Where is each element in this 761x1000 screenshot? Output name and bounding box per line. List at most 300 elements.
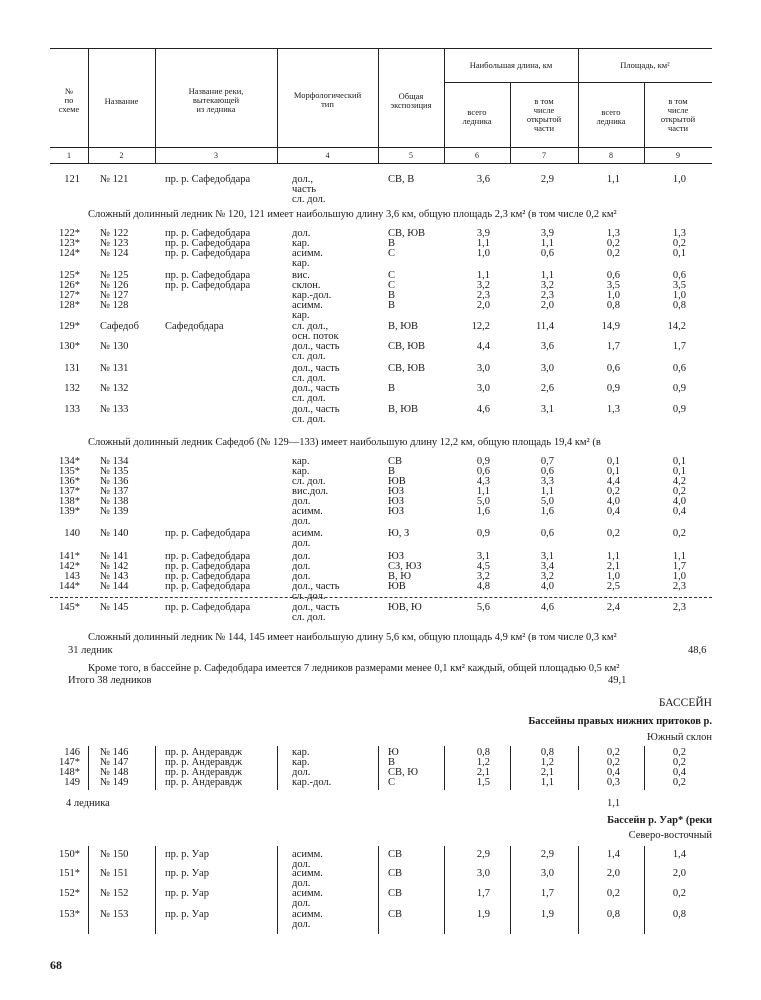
cell-l: 1,1 [476, 238, 490, 249]
cell-a: 4,4 [606, 476, 620, 487]
cell-no: 152* [59, 888, 80, 899]
cell-lo: 3,9 [540, 228, 554, 239]
cell-no: 131 [64, 363, 80, 374]
cell-l: 0,9 [476, 528, 490, 539]
cell-exp: СВ [388, 888, 403, 899]
subtotal-area: 1,1 [607, 798, 621, 809]
cell-no: 129* [59, 321, 80, 332]
cell-name: № 152 [100, 888, 129, 899]
cell-ao: 0,9 [672, 383, 686, 394]
col-divider [277, 746, 278, 790]
cell-no: 151* [59, 868, 80, 879]
cell-lo: 1,6 [540, 506, 554, 517]
cell-exp: ЮВ [388, 476, 406, 487]
cell-l: 3,2 [476, 571, 490, 582]
cell-ao: 1,0 [672, 571, 686, 582]
col-number: 4 [325, 151, 330, 160]
cell-name: № 128 [100, 300, 129, 311]
cell-a: 2,5 [606, 581, 620, 592]
cell-no: 128* [59, 300, 80, 311]
cell-type: сл. дол., осн. поток [292, 321, 339, 342]
cell-l: 1,1 [476, 486, 490, 497]
cell-l: 1,0 [476, 248, 490, 259]
cell-name: № 123 [100, 238, 129, 249]
cell-name: № 148 [100, 767, 129, 778]
cell-lo: 3,2 [540, 571, 554, 582]
cell-l: 2,1 [476, 767, 490, 778]
cell-l: 1,5 [476, 777, 490, 788]
cell-lo: 0,6 [540, 248, 554, 259]
cell-ao: 0,2 [672, 888, 686, 899]
cell-river: пр. р. Сафедобдара [165, 581, 251, 592]
cell-a: 0,2 [606, 528, 620, 539]
cell-no: 140 [64, 528, 80, 539]
cell-no: 142* [59, 561, 80, 572]
basin-heading: БАССЕЙН [658, 697, 712, 709]
cell-type: вис. [292, 270, 310, 281]
cell-l: 3,2 [476, 280, 490, 291]
cell-a: 0,4 [606, 767, 620, 778]
cell-l: 4,8 [476, 581, 490, 592]
cell-no: 121 [64, 174, 80, 185]
cell-type: кар. [292, 238, 310, 249]
cell-ao: 2,3 [672, 602, 686, 613]
cell-ao: 2,0 [672, 868, 686, 879]
cell-a: 0,3 [606, 777, 620, 788]
cell-type: дол. [292, 767, 311, 778]
cell-l: 4,6 [476, 404, 490, 415]
cell-exp: Ю, З [388, 528, 410, 539]
cell-river: пр. р. Андеравдж [165, 747, 243, 758]
cell-a: 1,4 [606, 849, 620, 860]
cell-river: пр. р. Сафедобдара [165, 228, 251, 239]
cell-name: № 135 [100, 466, 129, 477]
cell-name: № 125 [100, 270, 129, 281]
cell-ao: 0,4 [672, 767, 686, 778]
total-count: Итого 38 ледников [68, 675, 152, 686]
col-divider [444, 846, 445, 934]
cell-ao: 0,1 [672, 466, 686, 477]
cell-ao: 3,5 [672, 280, 686, 291]
cell-no: 126* [59, 280, 80, 291]
cell-l: 0,6 [476, 466, 490, 477]
cell-ao: 0,2 [672, 528, 686, 539]
cell-name: № 126 [100, 280, 129, 291]
cell-lo: 5,0 [540, 496, 554, 507]
header-col1: № по схеме [58, 86, 80, 114]
cell-no: 139* [59, 506, 80, 517]
subtotal-count: 31 ледник [68, 645, 113, 656]
cell-type: дол. [292, 561, 311, 572]
cell-a: 0,4 [606, 506, 620, 517]
note-complex-glacier-144: Сложный долинный ледник № 144, 145 имеет наибольшую длину 5,6 км, общую площадь 4,9 км² (в том числе 0,3 км² [88, 632, 617, 643]
cell-l: 4,5 [476, 561, 490, 572]
col-number: 9 [676, 151, 680, 160]
cell-a: 2,0 [606, 868, 620, 879]
subtotal-count: 4 ледника [66, 798, 110, 809]
slope-heading: Южный склон [647, 732, 712, 743]
cell-ao: 1,7 [672, 341, 686, 352]
cell-ao: 4,2 [672, 476, 686, 487]
cell-river: пр. р. Сафедобдара [165, 528, 251, 539]
cell-exp: ЮЗ [388, 551, 405, 562]
cell-no: 135* [59, 466, 80, 477]
cell-a: 1,7 [606, 341, 620, 352]
cell-no: 149 [64, 777, 80, 788]
cell-river: пр. р. Сафедобдара [165, 280, 251, 291]
cell-exp: ЮВ [388, 581, 406, 592]
cell-a: 14,9 [601, 321, 620, 332]
cell-lo: 2,6 [540, 383, 554, 394]
cell-river: пр. р. Уар [165, 868, 209, 879]
slope-heading: Северо-восточный [628, 830, 712, 841]
basin-subheading: Бассейны правых нижних притоков р. [528, 716, 712, 727]
cell-exp: СВ, В [388, 174, 415, 185]
col-number: 6 [475, 151, 479, 160]
cell-type: асимм. дол. [292, 909, 323, 930]
cell-river: Сафедобдара [165, 321, 224, 332]
cell-l: 5,6 [476, 602, 490, 613]
cell-name: № 140 [100, 528, 129, 539]
cell-a: 0,2 [606, 248, 620, 259]
header-col6: всего ледника [462, 107, 492, 126]
cell-no: 134* [59, 456, 80, 467]
cell-l: 1,2 [476, 757, 490, 768]
cell-name: № 122 [100, 228, 129, 239]
cell-type: дол., часть сл. дол. [292, 581, 340, 602]
col-number: 1 [67, 151, 71, 160]
col-divider [378, 846, 379, 934]
col-number: 8 [609, 151, 613, 160]
cell-name: № 142 [100, 561, 129, 572]
col-divider [444, 746, 445, 790]
cell-ao: 0,8 [672, 909, 686, 920]
cell-ao: 1,4 [672, 849, 686, 860]
cell-l: 1,9 [476, 909, 490, 920]
header-length-group: Наибольшая длина, км [469, 60, 553, 70]
cell-exp: В [388, 238, 396, 249]
cell-a: 0,8 [606, 909, 620, 920]
cell-a: 0,8 [606, 300, 620, 311]
header-area-group: Площадь, км² [620, 60, 670, 70]
cell-l: 1,6 [476, 506, 490, 517]
col-divider [644, 746, 645, 790]
cell-type: асимм. дол. [292, 868, 323, 889]
cell-l: 0,8 [476, 747, 490, 758]
cell-name: № 127 [100, 290, 129, 301]
cell-river: пр. р. Андеравдж [165, 757, 243, 768]
cell-ao: 0,6 [672, 363, 686, 374]
cell-a: 0,2 [606, 238, 620, 249]
cell-river: пр. р. Уар [165, 849, 209, 860]
cell-name: № 136 [100, 476, 129, 487]
cell-ao: 2,3 [672, 581, 686, 592]
cell-a: 0,2 [606, 747, 620, 758]
col-divider [578, 746, 579, 790]
col-number: 7 [542, 151, 546, 160]
col-number: 5 [409, 151, 413, 160]
cell-exp: СВ [388, 849, 403, 860]
cell-name: № 150 [100, 849, 129, 860]
cell-name: № 139 [100, 506, 129, 517]
cell-no: 150* [59, 849, 80, 860]
header-col3: Название реки, вытекающей из ледника [188, 86, 244, 114]
cell-exp: С [388, 270, 396, 281]
cell-a: 0,2 [606, 757, 620, 768]
cell-name: № 149 [100, 777, 129, 788]
page-number: 68 [50, 958, 62, 972]
cell-a: 1,1 [606, 174, 620, 185]
cell-river: пр. р. Сафедобдара [165, 270, 251, 281]
cell-type: кар. [292, 466, 310, 477]
cell-exp: В [388, 383, 396, 394]
cell-no: 136* [59, 476, 80, 487]
cell-exp: В [388, 466, 396, 477]
cell-type: вис.дол. [292, 486, 329, 497]
cell-name: № 144 [100, 581, 129, 592]
cell-type: дол., часть сл. дол. [292, 383, 340, 404]
cell-l: 4,4 [476, 341, 490, 352]
cell-name: № 147 [100, 757, 129, 768]
cell-ao: 0,2 [672, 238, 686, 249]
cell-no: 148* [59, 767, 80, 778]
cell-no: 144* [59, 581, 80, 592]
col-divider [510, 746, 511, 790]
col-divider [378, 746, 379, 790]
cell-type: кар. [292, 747, 310, 758]
cell-river: пр. р. Сафедобдара [165, 602, 251, 613]
cell-lo: 4,0 [540, 581, 554, 592]
cell-ao: 0,9 [672, 404, 686, 415]
cell-l: 2,9 [476, 849, 490, 860]
cell-exp: ЮЗ [388, 496, 405, 507]
cell-l: 5,0 [476, 496, 490, 507]
cell-type: дол. [292, 571, 311, 582]
col-divider [644, 846, 645, 934]
cell-exp: СВ [388, 868, 403, 879]
header-col4: Морфологический тип [293, 90, 362, 109]
cell-ao: 0,6 [672, 270, 686, 281]
cell-type: кар. [292, 456, 310, 467]
cell-lo: 2,9 [540, 174, 554, 185]
col-divider [277, 846, 278, 934]
cell-name: № 145 [100, 602, 129, 613]
cell-exp: СВ [388, 909, 403, 920]
cell-name: № 151 [100, 868, 129, 879]
cell-type: дол., часть сл. дол. [292, 602, 340, 623]
cell-a: 0,2 [606, 888, 620, 899]
cell-type: асимм. кар. [292, 300, 323, 321]
cell-type: кар.-дол. [292, 290, 332, 301]
cell-no: 123* [59, 238, 80, 249]
cell-no: 133 [64, 404, 80, 415]
cell-name: № 121 [100, 174, 129, 185]
cell-l: 0,9 [476, 456, 490, 467]
cell-type: кар.-дол. [292, 777, 332, 788]
cell-lo: 3,4 [540, 561, 554, 572]
cell-river: пр. р. Сафедобдара [165, 561, 251, 572]
cell-river: пр. р. Сафедобдара [165, 248, 251, 259]
cell-type: дол. [292, 496, 311, 507]
cell-lo: 1,1 [540, 777, 554, 788]
cell-l: 12,2 [471, 321, 490, 332]
cell-exp: ЮЗ [388, 506, 405, 517]
cell-ao: 14,2 [667, 321, 686, 332]
cell-no: 124* [59, 248, 80, 259]
cell-a: 1,0 [606, 290, 620, 301]
cell-lo: 1,2 [540, 757, 554, 768]
cell-l: 3,1 [476, 551, 490, 562]
cell-l: 1,7 [476, 888, 490, 899]
header-bottom-rule [50, 147, 712, 148]
cell-exp: Ю [388, 747, 399, 758]
cell-ao: 1,0 [672, 290, 686, 301]
cell-name: № 146 [100, 747, 129, 758]
cell-type: дол. [292, 228, 311, 239]
cell-lo: 1,1 [540, 486, 554, 497]
cell-ao: 1,3 [672, 228, 686, 239]
cell-lo: 2,1 [540, 767, 554, 778]
cell-lo: 0,6 [540, 466, 554, 477]
cell-a: 0,6 [606, 270, 620, 281]
col-divider [578, 846, 579, 934]
cell-a: 2,1 [606, 561, 620, 572]
cell-ao: 0,4 [672, 506, 686, 517]
cell-exp: В [388, 757, 396, 768]
cell-exp: С [388, 777, 396, 788]
cell-no: 138* [59, 496, 80, 507]
cell-lo: 2,3 [540, 290, 554, 301]
cell-type: кар. [292, 757, 310, 768]
cell-no: 153* [59, 909, 80, 920]
cell-a: 4,0 [606, 496, 620, 507]
cell-a: 1,1 [606, 551, 620, 562]
cell-river: пр. р. Сафедобдара [165, 571, 251, 582]
cell-exp: В [388, 300, 396, 311]
col-divider [88, 746, 89, 790]
cell-exp: В, ЮВ [388, 321, 419, 332]
cell-river: пр. р. Уар [165, 888, 209, 899]
cell-ao: 0,2 [672, 486, 686, 497]
cell-ao: 0,2 [672, 777, 686, 788]
col-divider [155, 846, 156, 934]
cell-exp: СВ, ЮВ [388, 228, 426, 239]
cell-type: сл. дол. [292, 476, 326, 487]
cell-river: пр. р. Уар [165, 909, 209, 920]
cell-lo: 3,3 [540, 476, 554, 487]
cell-no: 145* [59, 602, 80, 613]
cell-lo: 11,4 [536, 321, 554, 332]
cell-no: 143 [64, 571, 80, 582]
cell-a: 0,9 [606, 383, 620, 394]
cell-a: 0,1 [606, 466, 620, 477]
cell-exp: В, Ю [388, 571, 412, 582]
cell-exp: В, ЮВ [388, 404, 419, 415]
cell-a: 1,3 [606, 228, 620, 239]
cell-lo: 1,9 [540, 909, 554, 920]
cell-type: асимм. дол. [292, 888, 323, 909]
cell-name: № 134 [100, 456, 129, 467]
cell-lo: 2,0 [540, 300, 554, 311]
header-col8: всего ледника [596, 107, 626, 126]
cell-l: 3,0 [476, 363, 490, 374]
cell-type: дол., часть сл. дол. [292, 363, 340, 384]
cell-lo: 3,0 [540, 363, 554, 374]
cell-exp: СВ, ЮВ [388, 363, 426, 374]
note-safedob: Сложный долинный ледник Сафедоб (№ 129—133) имеет наибольшую длину 12,2 км, общую площадь 19,4 км² (в [88, 437, 601, 448]
cell-exp: ЮВ, Ю [388, 602, 422, 613]
cell-l: 3,6 [476, 174, 490, 185]
cell-l: 1,1 [476, 270, 490, 281]
cell-ao: 1,0 [672, 174, 686, 185]
cell-river: пр. р. Сафедобдара [165, 238, 251, 249]
cell-l: 3,0 [476, 383, 490, 394]
header-col5: Общая экспозиция [390, 91, 432, 110]
col-divider [510, 846, 511, 934]
cell-ao: 0,1 [672, 248, 686, 259]
cell-name: № 138 [100, 496, 129, 507]
cell-river: пр. р. Андеравдж [165, 767, 243, 778]
cell-type: дол., часть сл. дол. [292, 404, 340, 425]
cell-a: 0,6 [606, 363, 620, 374]
cell-l: 3,0 [476, 868, 490, 879]
cell-lo: 3,0 [540, 868, 554, 879]
header-col2: Название [104, 96, 139, 106]
cell-ao: 4,0 [672, 496, 686, 507]
cell-ao: 0,8 [672, 300, 686, 311]
cell-type: дол., часть сл. дол. [292, 341, 340, 362]
cell-river: пр. р. Сафедобдара [165, 174, 251, 185]
cell-river: пр. р. Андеравдж [165, 777, 243, 788]
cell-lo: 2,9 [540, 849, 554, 860]
cell-lo: 0,8 [540, 747, 554, 758]
cell-exp: С [388, 248, 396, 259]
cell-name: № 132 [100, 383, 129, 394]
cell-ao: 0,2 [672, 747, 686, 758]
cell-lo: 1,1 [540, 270, 554, 281]
cell-l: 2,3 [476, 290, 490, 301]
cell-name: № 137 [100, 486, 129, 497]
cell-l: 2,0 [476, 300, 490, 311]
cell-exp: ЮЗ [388, 486, 405, 497]
cell-no: 130* [59, 341, 80, 352]
cell-lo: 0,6 [540, 528, 554, 539]
cell-exp: СЗ, ЮЗ [388, 561, 422, 572]
cell-lo: 1,1 [540, 238, 554, 249]
cell-name: № 131 [100, 363, 129, 374]
cell-name: № 124 [100, 248, 129, 259]
cell-no: 125* [59, 270, 80, 281]
cell-type: дол., часть сл. дол. [292, 174, 326, 205]
cell-no: 146 [64, 747, 80, 758]
cell-no: 137* [59, 486, 80, 497]
cell-exp: С [388, 280, 396, 291]
col-number: 3 [214, 151, 218, 160]
cell-no: 147* [59, 757, 80, 768]
header-col9: в том числе открытой части [660, 96, 696, 133]
cell-exp: В [388, 290, 396, 301]
cell-exp: СВ, Ю [388, 767, 419, 778]
cell-l: 4,3 [476, 476, 490, 487]
cell-a: 0,2 [606, 486, 620, 497]
cell-a: 1,3 [606, 404, 620, 415]
header-col7: в том числе открытой части [526, 96, 562, 133]
cell-ao: 1,1 [672, 551, 686, 562]
col-divider [88, 846, 89, 934]
cell-name: № 130 [100, 341, 129, 352]
cell-type: асимм. дол. [292, 849, 323, 870]
cell-a: 0,1 [606, 456, 620, 467]
